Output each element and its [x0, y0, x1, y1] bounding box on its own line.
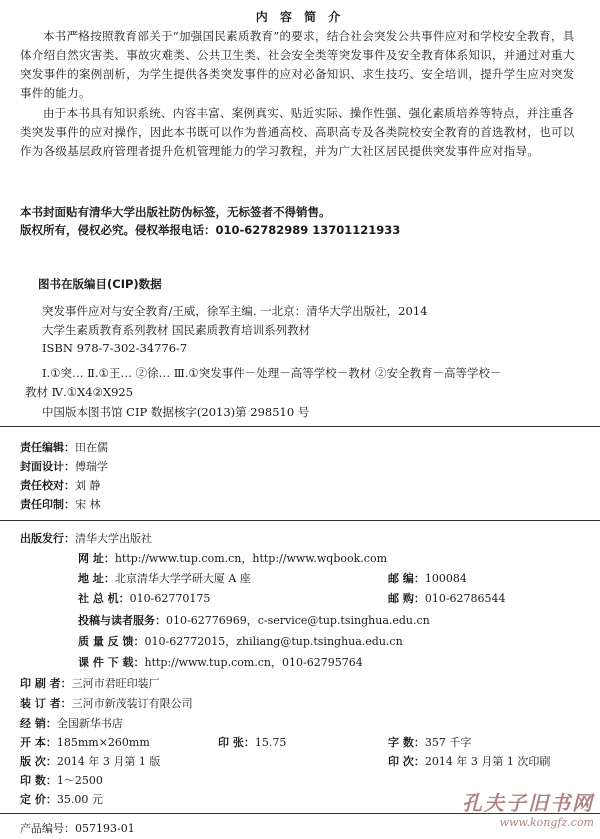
edition-row [20, 753, 160, 769]
summary-paragraph-2: 由于本书具有知识系统、内容丰富、案例真实、贴近实际、操作性强、强化素质培养等特点，并注重各类突发事件的应对操作，因此本书既可以作为普通高校、高职高专及各类院校安全教育的首选教材，也可以作为各级基层政府管理者提升危机管理能力的学习教程，并为广大社区居民提供突发事件应对指导。 [20, 106, 575, 158]
product-code-row [20, 820, 135, 836]
impression-value: 2014 年 3 月第 1 次印刷 [424, 755, 551, 768]
publisher-value: 清华大学出版社 [75, 532, 152, 545]
sheets-row [218, 734, 286, 750]
word-count-value: 357 千字 [424, 736, 472, 749]
print-run-label: 印 数： [20, 774, 57, 787]
impression-row [388, 753, 550, 769]
sheets-value: 15.75 [254, 736, 287, 749]
quality-feedback-row [78, 633, 403, 649]
cip-line-classification-cont: 教材 Ⅳ.①X4②X925 [25, 385, 134, 399]
cip-line-title: 突发事件应对与安全教育/王威，徐军主编. 一北京：清华大学出版社，2014 [42, 304, 428, 318]
distributor-row [20, 715, 123, 731]
format-label: 开 本： [20, 736, 57, 749]
quality-feedback-value: 010-62772015，zhiliang@tup.tsinghua.edu.cn [144, 635, 403, 648]
switchboard-label: 社 总 机： [78, 592, 130, 605]
anti-counterfeit-notice: 本书封面贴有清华大学出版社防伪标签，无标签者不得销售。 [20, 205, 331, 219]
price-row [20, 791, 103, 807]
printer-value: 三河市君旺印装厂 [71, 677, 160, 690]
site-watermark [462, 787, 594, 829]
address-label: 地 址： [78, 572, 115, 585]
website-label: 网 址： [78, 552, 115, 565]
mail-order-value: 010-62786544 [424, 592, 506, 605]
switchboard-row [78, 590, 210, 606]
website-value: http://www.tup.com.cn，http://www.wqbook.com [114, 552, 388, 565]
cip-heading: 图书在版编目(CIP)数据 [38, 277, 162, 291]
cip-line-classification: Ⅰ.①突… Ⅱ.①王… ②徐… Ⅲ.①突发事件－处理－高等学校－教材 ②安全教育－高等学校－ [42, 366, 502, 380]
product-code-value: 057193-01 [75, 822, 135, 835]
watermark-title: 孔夫子旧书网 [462, 791, 594, 815]
publisher-label: 出版发行： [20, 532, 75, 545]
reader-service-label: 投稿与读者服务： [78, 614, 166, 627]
product-code-label: 产品编号： [20, 822, 75, 835]
sheets-label: 印 张： [218, 736, 255, 749]
quality-feedback-label: 质 量 反 馈： [78, 635, 145, 648]
mail-order-label: 邮 购： [388, 592, 425, 605]
zip-value: 100084 [424, 572, 467, 585]
printer-row [20, 675, 160, 691]
binder-row [20, 695, 193, 711]
editor-value: 田在儒 [75, 441, 108, 454]
word-count-row [388, 734, 471, 750]
courseware-label: 课 件 下 载： [78, 656, 145, 669]
cover-design-row [20, 458, 108, 474]
format-value: 185mm×260mm [56, 736, 150, 749]
distributor-value: 全国新华书店 [56, 717, 123, 730]
printer-label: 印 刷 者： [20, 677, 72, 690]
address-row [78, 570, 251, 586]
editor-label: 责任编辑： [20, 441, 75, 454]
print-manager-value: 宋 林 [75, 498, 101, 511]
reader-service-value: 010-62776969，c-service@tup.tsinghua.edu.cn [166, 614, 430, 627]
binder-value: 三河市新茂装订有限公司 [71, 697, 193, 710]
copyright-notice: 版权所有，侵权必究。侵权举报电话：010-62782989 13701121933 [20, 223, 401, 237]
watermark-url: www.kongfz.com [499, 816, 594, 829]
cip-line-record: 中国版本图书馆 CIP 数据核字(2013)第 298510 号 [42, 405, 310, 419]
cover-design-value: 傅瑞学 [75, 460, 108, 473]
cip-line-series: 大学生素质教育系列教材 国民素质教育培训系列教材 [42, 323, 311, 337]
print-manager-label: 责任印制： [20, 498, 75, 511]
print-manager-row [20, 496, 101, 512]
reader-service-row [78, 612, 430, 628]
proofreader-label: 责任校对： [20, 479, 75, 492]
distributor-label: 经 销： [20, 717, 57, 730]
impression-label: 印 次： [388, 755, 425, 768]
publisher-row [20, 530, 152, 546]
cover-design-label: 封面设计： [20, 460, 75, 473]
price-label: 定 价： [20, 793, 57, 806]
proofreader-value: 刘 静 [75, 479, 101, 492]
summary-title: 内 容 简 介 [255, 10, 345, 24]
courseware-value: http://www.tup.com.cn，010-62795764 [144, 656, 363, 669]
zip-label: 邮 编： [388, 572, 425, 585]
zip-row [388, 570, 467, 586]
format-row [20, 734, 150, 750]
switchboard-value: 010-62770175 [129, 592, 211, 605]
divider-top [0, 426, 600, 427]
edition-label: 版 次： [20, 755, 57, 768]
word-count-label: 字 数： [388, 736, 425, 749]
edition-value: 2014 年 3 月第 1 版 [56, 755, 161, 768]
print-run-row [20, 772, 103, 788]
summary-paragraph-1: 本书严格按照教育部关于“加强国民素质教育”的要求，结合社会突发公共事件应对和学校安全教育，具体介绍自然灾害类、事故灾难类、公共卫生类、社会安全类等突发事件及安全教育体系知识，并通过对重大突发事件的案例剖析，为学生提供各类突发事件的应对必备知识、求生技巧、安全培训，提升学生应对突发事件的能力。 [20, 29, 575, 100]
binder-label: 装 订 者： [20, 697, 72, 710]
courseware-row [78, 654, 363, 670]
mail-order-row [388, 590, 506, 606]
editor-row [20, 439, 108, 455]
price-value: 35.00 元 [56, 793, 103, 806]
print-run-value: 1～2500 [56, 774, 103, 787]
cip-line-isbn: ISBN 978-7-302-34776-7 [42, 341, 188, 355]
divider-middle [0, 520, 600, 521]
proofreader-row [20, 477, 101, 493]
website-row [78, 550, 387, 566]
address-value: 北京清华大学学研大厦 A 座 [114, 572, 251, 585]
